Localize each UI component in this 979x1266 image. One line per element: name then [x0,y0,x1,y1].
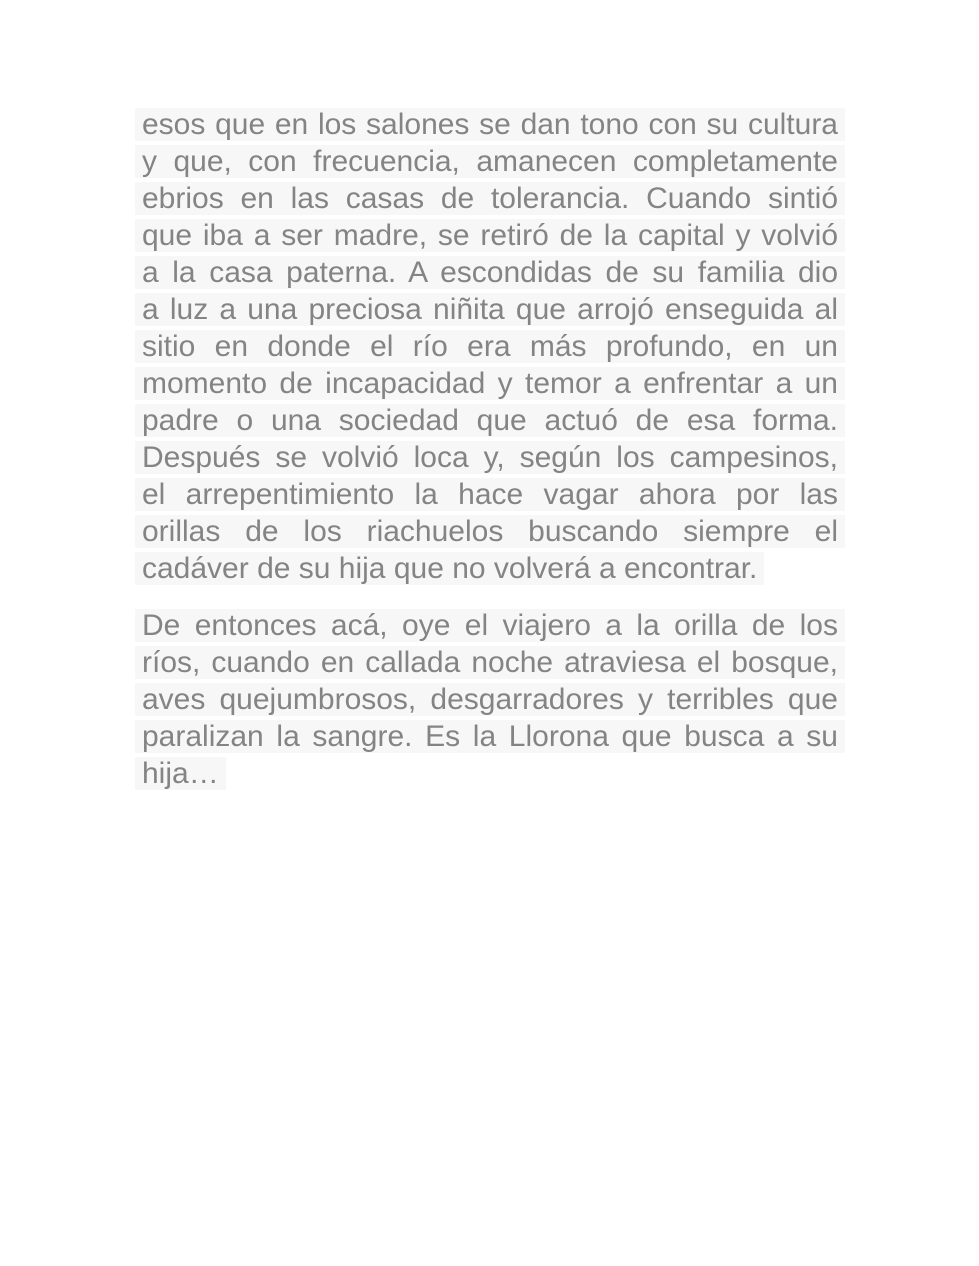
line-text: momento de incapacidad y temor a enfrentar a un [135,367,845,400]
line-text: a luz a una preciosa niñita que arrojó enseguida al [135,293,845,326]
text-line [135,476,845,513]
text-line [135,718,845,755]
text-line [135,328,845,365]
text-line [135,291,845,328]
line-text: orillas de los riachuelos buscando siempre el [135,515,845,548]
text-line [135,106,845,143]
line-text: que iba a ser madre, se retiró de la capital y volvió [135,219,845,252]
line-text: hija… [135,757,226,790]
text-line [135,755,845,792]
line-text: paralizan la sangre. Es la Llorona que busca a su [135,720,845,753]
line-text: ebrios en las casas de tolerancia. Cuando sintió [135,182,845,215]
text-line [135,644,845,681]
text-line [135,607,845,644]
line-text: De entonces acá, oye el viajero a la orilla de los [135,609,845,642]
text-line [135,180,845,217]
line-text: esos que en los salones se dan tono con su cultura [135,108,845,141]
line-text: Después se volvió loca y, según los campesinos, [135,441,845,474]
line-text: a la casa paterna. A escondidas de su familia dio [135,256,845,289]
text-line [135,217,845,254]
line-text: cadáver de su hija que no volverá a encontrar. [135,552,764,585]
line-text: padre o una sociedad que actuó de esa forma. [135,404,845,437]
paragraph-1 [135,106,845,587]
text-line [135,550,845,587]
text-line [135,681,845,718]
line-text: ríos, cuando en callada noche atraviesa el bosque, [135,646,845,679]
document-text-block [135,106,845,812]
line-text: sitio en donde el río era más profundo, en un [135,330,845,363]
line-text: el arrepentimiento la hace vagar ahora por las [135,478,845,511]
line-text: aves quejumbrosos, desgarradores y terribles que [135,683,845,716]
text-line [135,143,845,180]
text-line [135,402,845,439]
text-line [135,439,845,476]
line-text: y que, con frecuencia, amanecen completamente [135,145,845,178]
text-line [135,254,845,291]
text-line [135,513,845,550]
text-line [135,365,845,402]
paragraph-2 [135,607,845,792]
